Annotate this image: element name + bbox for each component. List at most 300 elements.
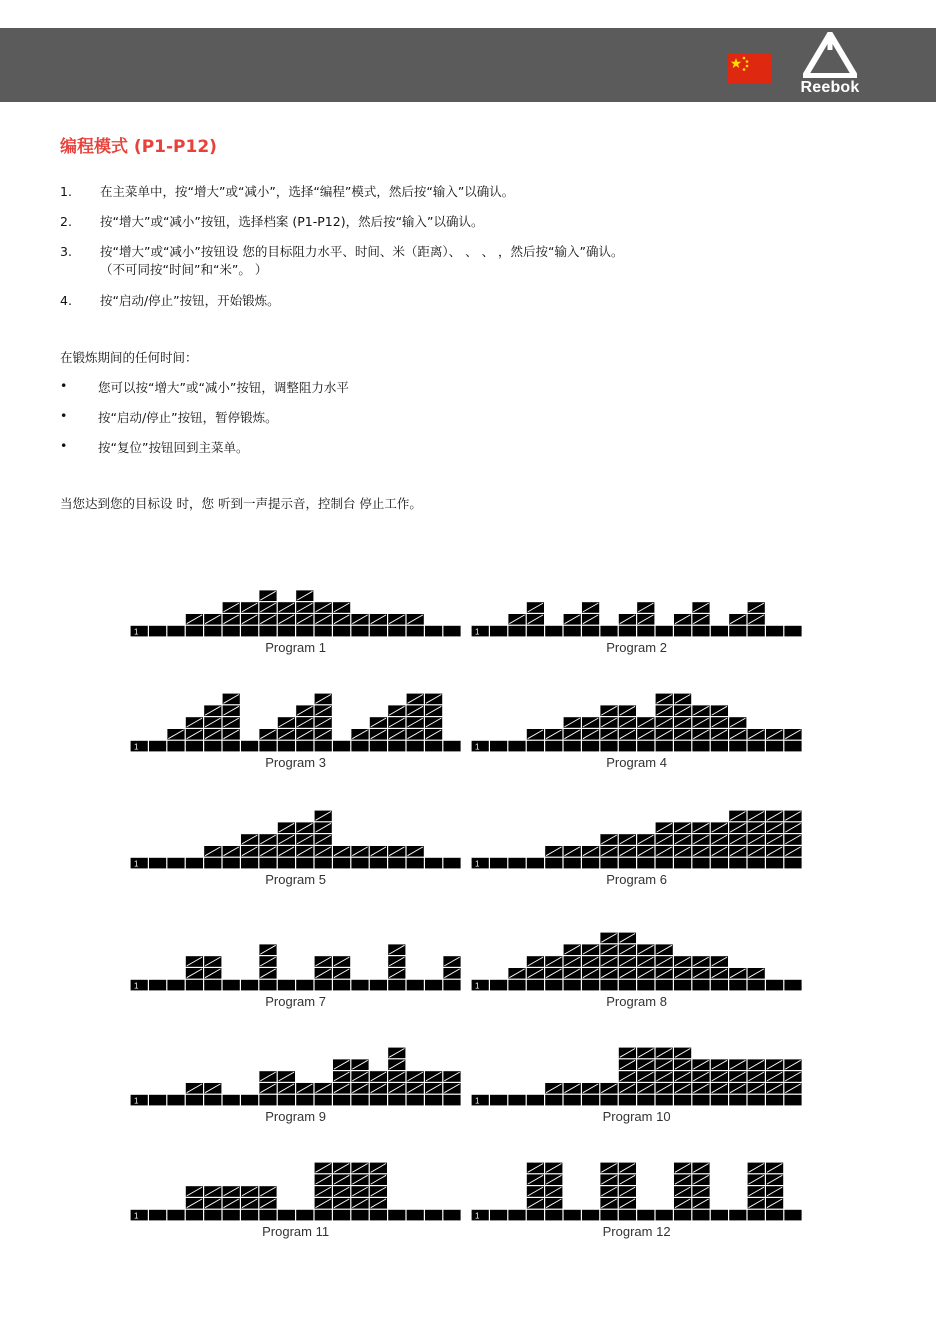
profile-bar <box>527 1095 544 1106</box>
profile-bar <box>619 933 636 991</box>
profile-bar <box>600 1083 617 1105</box>
profile-bar <box>351 1059 368 1105</box>
profile-bar <box>425 626 442 637</box>
profile-bar <box>186 1083 203 1105</box>
profile-bar <box>296 822 313 868</box>
profile-bar <box>748 602 765 636</box>
segment-start-label: 1 <box>475 627 480 637</box>
profile-bar <box>241 1095 258 1106</box>
profile-bar <box>600 834 617 868</box>
brand-name: Reebok <box>800 79 860 96</box>
profile-cell <box>637 858 654 869</box>
program-chart <box>130 567 461 661</box>
program-chart-title: Program 11 <box>262 1224 330 1239</box>
profile-cell <box>564 980 581 991</box>
profile-cell <box>259 980 276 991</box>
bullet-text: 按“复位”按钮回到主菜单。 <box>98 440 249 455</box>
profile-bar <box>582 1083 599 1105</box>
profile-cell <box>692 980 709 991</box>
profile-cell <box>656 1210 673 1221</box>
profile-bar <box>223 602 240 636</box>
profile-cell <box>259 1210 276 1221</box>
profile-bar <box>167 1210 184 1221</box>
profile-cell <box>619 626 636 637</box>
reebok-logo <box>793 32 867 98</box>
profile-cell <box>784 1210 801 1221</box>
profile-cell <box>149 980 166 991</box>
profile-cell <box>223 1095 240 1106</box>
program-chart-svg <box>471 799 802 869</box>
profile-bar <box>315 811 332 869</box>
profile-cell <box>582 980 599 991</box>
profile-bar <box>748 729 765 751</box>
profile-cell <box>443 1095 460 1106</box>
profile-bar <box>508 858 525 869</box>
profile-bar <box>637 944 654 990</box>
profile-cell <box>490 858 507 869</box>
program-chart-title: Program 2 <box>606 640 667 655</box>
program-chart-svg <box>471 567 802 637</box>
profile-cell <box>711 980 728 991</box>
profile-cell <box>204 1210 221 1221</box>
segment-start-label: 1 <box>134 627 139 637</box>
profile-cell <box>351 858 368 869</box>
profile-bar <box>315 602 332 636</box>
step-number: 1. <box>60 184 72 199</box>
profile-cell <box>674 741 691 752</box>
profile-bar <box>564 717 581 751</box>
profile-cell <box>259 626 276 637</box>
profile-bar <box>204 956 221 990</box>
profile-bar <box>407 1071 424 1105</box>
step-text: 在主菜单中，按“增大”或“减小”，选择“编程”模式，然后按“输入”以确认。 <box>100 184 515 199</box>
profile-cell <box>241 858 258 869</box>
profile-bar <box>278 822 295 868</box>
profile-cell <box>241 980 258 991</box>
profile-bar <box>388 705 405 751</box>
program-chart-title: Program 12 <box>602 1224 671 1239</box>
bullet-dot: • <box>60 378 68 393</box>
profile-cell <box>407 980 424 991</box>
profile-cell <box>443 1210 460 1221</box>
profile-cell <box>186 741 203 752</box>
profile-cell <box>600 626 617 637</box>
profile-cell <box>784 626 801 637</box>
profile-bar <box>656 822 673 868</box>
profile-bar <box>333 1059 350 1105</box>
profile-cell <box>351 1095 368 1106</box>
program-chart <box>471 1151 802 1245</box>
profile-cell <box>674 626 691 637</box>
profile-cell <box>600 1210 617 1221</box>
profile-bar <box>692 1059 709 1105</box>
profile-bar <box>186 614 203 636</box>
profile-cell <box>370 980 387 991</box>
profile-bar <box>388 944 405 990</box>
profile-cell <box>278 741 295 752</box>
profile-cell <box>315 741 332 752</box>
profile-bar <box>766 729 783 751</box>
china-flag-icon <box>727 54 771 84</box>
profile-bar <box>527 729 544 751</box>
profile-bar <box>388 1048 405 1106</box>
profile-bar <box>333 956 350 990</box>
profile-cell <box>351 741 368 752</box>
profile-cell <box>508 858 525 869</box>
profile-cell <box>545 858 562 869</box>
step-text: 按“增大”或“减小”按钮设 您的目标阻力水平、时间、米（距离）、 、 、 ，然后按“输入”确认。 <box>100 244 624 259</box>
profile-cell <box>619 1095 636 1106</box>
profile-cell <box>315 1210 332 1221</box>
profile-bar <box>490 980 507 991</box>
profile-bar <box>351 1163 368 1221</box>
profile-cell <box>149 858 166 869</box>
profile-cell <box>388 1210 405 1221</box>
program-chart <box>471 567 802 661</box>
profile-bar <box>296 705 313 751</box>
profile-cell <box>600 858 617 869</box>
profile-cell <box>545 741 562 752</box>
profile-bar <box>204 1186 221 1220</box>
profile-bar <box>370 1163 387 1221</box>
profile-bar <box>351 614 368 636</box>
profile-cell <box>204 626 221 637</box>
profile-bar <box>545 1083 562 1105</box>
profile-cell <box>582 1210 599 1221</box>
profile-cell <box>259 858 276 869</box>
profile-bar <box>149 741 166 752</box>
segment-start-label: 1 <box>134 742 139 752</box>
profile-cell <box>674 858 691 869</box>
profile-bar <box>711 1059 728 1105</box>
profile-cell <box>407 858 424 869</box>
profile-cell <box>766 980 783 991</box>
profile-cell <box>656 1095 673 1106</box>
profile-bar <box>241 980 258 991</box>
flag-small-star <box>746 60 749 63</box>
profile-cell <box>619 1210 636 1221</box>
profile-bar <box>204 846 221 868</box>
profile-cell <box>241 1210 258 1221</box>
profile-cell <box>490 741 507 752</box>
profile-bar <box>149 858 166 869</box>
profile-cell <box>729 858 746 869</box>
profile-bar <box>527 956 544 990</box>
profile-bar <box>241 834 258 868</box>
profile-bar <box>370 980 387 991</box>
profile-bar <box>315 1083 332 1105</box>
profile-bar <box>582 944 599 990</box>
profile-bar <box>167 858 184 869</box>
program-chart-svg <box>471 682 802 752</box>
program-chart-svg <box>130 799 461 869</box>
profile-cell <box>167 858 184 869</box>
step-note: （不可同按“时间”和“米”。 ） <box>100 262 268 277</box>
reebok-delta-logo-icon <box>803 32 857 78</box>
profile-bar <box>204 614 221 636</box>
segment-start-label: 1 <box>134 1211 139 1221</box>
profile-cell <box>692 626 709 637</box>
profile-cell <box>637 1210 654 1221</box>
profile-cell <box>186 980 203 991</box>
closing-note: 当您达到您的目标设 时，您 听到一声提示音，控制台 停止工作。 <box>60 496 422 511</box>
profile-bar <box>241 602 258 636</box>
profile-cell <box>508 1095 525 1106</box>
profile-cell <box>748 626 765 637</box>
profile-bar <box>186 956 203 990</box>
profile-cell <box>711 858 728 869</box>
profile-cell <box>296 980 313 991</box>
profile-cell <box>278 626 295 637</box>
profile-cell <box>443 626 460 637</box>
profile-cell <box>186 1210 203 1221</box>
profile-cell <box>619 980 636 991</box>
profile-cell <box>278 980 295 991</box>
profile-bar <box>370 846 387 868</box>
profile-cell <box>656 626 673 637</box>
profile-bar <box>600 705 617 751</box>
profile-cell <box>637 626 654 637</box>
profile-bar <box>784 811 801 869</box>
segment-start-label: 1 <box>475 859 480 869</box>
profile-cell <box>564 626 581 637</box>
profile-bar <box>619 834 636 868</box>
profile-cell <box>333 858 350 869</box>
profile-cell <box>527 1210 544 1221</box>
profile-cell <box>149 1095 166 1106</box>
profile-bar <box>656 944 673 990</box>
profile-bar <box>674 1163 691 1221</box>
profile-bar <box>296 590 313 636</box>
profile-cell <box>223 980 240 991</box>
profile-cell <box>425 1210 442 1221</box>
profile-bar <box>637 834 654 868</box>
profile-cell <box>223 858 240 869</box>
profile-cell <box>149 1210 166 1221</box>
profile-bar <box>407 614 424 636</box>
profile-cell <box>766 741 783 752</box>
profile-bar <box>748 1059 765 1105</box>
profile-bar <box>508 968 525 990</box>
profile-cell <box>241 1095 258 1106</box>
profile-cell <box>186 858 203 869</box>
profile-cell <box>784 858 801 869</box>
profile-cell <box>333 1210 350 1221</box>
profile-cell <box>656 858 673 869</box>
profile-cell <box>564 741 581 752</box>
profile-bar <box>259 1186 276 1220</box>
profile-cell <box>167 1210 184 1221</box>
profile-cell <box>296 1210 313 1221</box>
profile-bar <box>656 694 673 752</box>
profile-bar <box>259 944 276 990</box>
profile-bar <box>508 1210 525 1221</box>
profile-bar <box>351 980 368 991</box>
profile-cell <box>490 626 507 637</box>
profile-cell <box>619 858 636 869</box>
profile-bar <box>204 705 221 751</box>
profile-bar <box>490 1210 507 1221</box>
profile-bar <box>729 717 746 751</box>
profile-bar <box>259 590 276 636</box>
program-chart-title: Program 5 <box>265 872 326 887</box>
profile-cell <box>333 741 350 752</box>
profile-bar <box>167 1095 184 1106</box>
segment-start-label: 1 <box>134 1096 139 1106</box>
profile-cell <box>186 626 203 637</box>
profile-bar <box>766 811 783 869</box>
profile-cell <box>167 741 184 752</box>
profile-bar <box>315 956 332 990</box>
profile-cell <box>674 1095 691 1106</box>
profile-bar <box>619 705 636 751</box>
profile-bar <box>692 822 709 868</box>
program-chart-svg <box>471 1036 802 1106</box>
profile-bar <box>784 626 801 637</box>
profile-bar <box>674 614 691 636</box>
program-chart-title: Program 3 <box>265 755 326 770</box>
profile-cell <box>748 980 765 991</box>
program-chart-title: Program 10 <box>602 1109 671 1124</box>
profile-cell <box>711 1095 728 1106</box>
step-text: 按“增大”或“减小”按钮，选择档案 (P1-P12)，然后按“输入”以确认。 <box>100 214 484 229</box>
profile-cell <box>315 980 332 991</box>
profile-cell <box>619 741 636 752</box>
profile-bar <box>388 1210 405 1221</box>
profile-cell <box>527 980 544 991</box>
profile-bar <box>443 1210 460 1221</box>
profile-bar <box>582 846 599 868</box>
profile-bar <box>564 944 581 990</box>
profile-bar <box>729 1210 746 1221</box>
profile-cell <box>582 858 599 869</box>
profile-bar <box>545 846 562 868</box>
program-chart-title: Program 4 <box>606 755 667 770</box>
profile-bar <box>407 980 424 991</box>
profile-cell <box>766 1095 783 1106</box>
profile-cell <box>527 626 544 637</box>
profile-bar <box>278 717 295 751</box>
profile-bar <box>637 717 654 751</box>
profile-cell <box>674 980 691 991</box>
profile-bar <box>425 858 442 869</box>
profile-cell <box>296 626 313 637</box>
profile-cell <box>388 980 405 991</box>
profile-cell <box>204 1095 221 1106</box>
profile-cell <box>370 741 387 752</box>
profile-bar <box>149 1210 166 1221</box>
profile-bar <box>490 741 507 752</box>
profile-cell <box>564 1210 581 1221</box>
profile-bar <box>407 846 424 868</box>
profile-bar <box>674 822 691 868</box>
profile-bar <box>527 602 544 636</box>
profile-bar <box>425 980 442 991</box>
profile-cell <box>388 1095 405 1106</box>
step-text: 按“启动/停止”按钮，开始锻炼。 <box>100 293 280 308</box>
profile-cell <box>443 741 460 752</box>
program-chart <box>130 799 461 893</box>
segment-start-label: 1 <box>475 1211 480 1221</box>
profile-cell <box>241 626 258 637</box>
profile-bar <box>223 694 240 752</box>
profile-bar <box>508 614 525 636</box>
profile-bar <box>692 1163 709 1221</box>
profile-bar <box>425 1210 442 1221</box>
profile-cell <box>674 1210 691 1221</box>
profile-bar <box>296 1210 313 1221</box>
profile-bar <box>370 1071 387 1105</box>
profile-cell <box>443 858 460 869</box>
profile-cell <box>204 858 221 869</box>
profile-bar <box>545 729 562 751</box>
profile-bar <box>637 602 654 636</box>
profile-bar <box>278 602 295 636</box>
profile-cell <box>527 741 544 752</box>
program-chart-svg <box>130 921 461 991</box>
profile-cell <box>259 1095 276 1106</box>
profile-bar <box>564 1210 581 1221</box>
profile-bar <box>564 846 581 868</box>
profile-cell <box>784 741 801 752</box>
profile-bar <box>407 694 424 752</box>
profile-bar <box>315 694 332 752</box>
profile-cell <box>278 1210 295 1221</box>
profile-cell <box>508 980 525 991</box>
profile-bar <box>582 1210 599 1221</box>
profile-bar <box>259 1071 276 1105</box>
profile-cell <box>425 1095 442 1106</box>
profile-bar <box>766 1163 783 1221</box>
profile-cell <box>167 626 184 637</box>
profile-cell <box>692 741 709 752</box>
profile-bar <box>278 1210 295 1221</box>
profile-bar <box>748 968 765 990</box>
profile-bar <box>637 1048 654 1106</box>
program-chart <box>471 799 802 893</box>
profile-bar <box>656 1210 673 1221</box>
profile-cell <box>407 1210 424 1221</box>
profile-cell <box>370 858 387 869</box>
profile-bar <box>619 1048 636 1106</box>
profile-bar <box>711 626 728 637</box>
profile-cell <box>748 858 765 869</box>
profile-bar <box>784 1059 801 1105</box>
profile-bar <box>711 705 728 751</box>
profile-bar <box>333 1163 350 1221</box>
profile-cell <box>766 626 783 637</box>
profile-cell <box>545 980 562 991</box>
profile-cell <box>748 741 765 752</box>
flag-small-star <box>743 68 746 71</box>
program-chart-title: Program 9 <box>265 1109 326 1124</box>
profile-cell <box>784 1095 801 1106</box>
profile-bar <box>711 956 728 990</box>
profile-cell <box>149 626 166 637</box>
profile-bar <box>784 729 801 751</box>
profile-bar <box>149 1095 166 1106</box>
profile-bar <box>296 980 313 991</box>
profile-cell <box>711 626 728 637</box>
profile-bar <box>351 729 368 751</box>
profile-cell <box>407 626 424 637</box>
profile-bar <box>443 626 460 637</box>
profile-cell <box>315 1095 332 1106</box>
profile-cell <box>370 626 387 637</box>
profile-bar <box>223 980 240 991</box>
profile-bar <box>711 822 728 868</box>
profile-cell <box>186 1095 203 1106</box>
